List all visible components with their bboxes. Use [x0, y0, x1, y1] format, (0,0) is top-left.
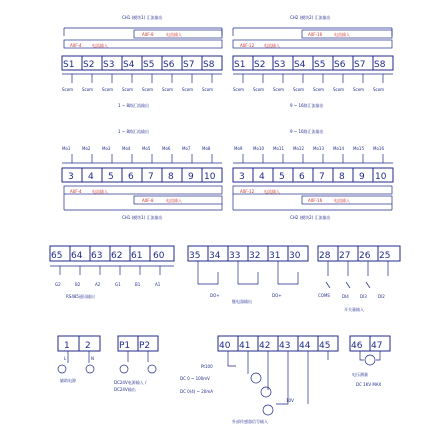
svg-text:电流输入: 电流输入: [166, 32, 182, 37]
svg-text:Scom: Scom: [353, 87, 365, 92]
svg-text:A0F-8: A0F-8: [142, 198, 154, 203]
svg-text:43: 43: [279, 341, 291, 351]
svg-text:A1: A1: [155, 282, 161, 287]
terminal: [314, 56, 333, 70]
svg-text:S8: S8: [203, 60, 215, 70]
terminal: [163, 56, 182, 70]
svg-text:5: 5: [108, 172, 114, 182]
ch2-num-terminal-strip: [233, 168, 393, 182]
svg-text:32: 32: [249, 251, 261, 261]
svg-text:60: 60: [153, 251, 165, 261]
svg-text:Scom: Scom: [122, 87, 134, 92]
svg-text:A0F-16: A0F-16: [308, 198, 323, 203]
svg-text:Scom: Scom: [142, 87, 154, 92]
svg-text:Mo8: Mo8: [202, 146, 211, 151]
terminal: [143, 56, 162, 70]
svg-text:Mo7: Mo7: [182, 146, 191, 151]
svg-text:Scom: Scom: [333, 87, 345, 92]
svg-text:电流输入: 电流输入: [92, 43, 108, 48]
svg-text:Mo11: Mo11: [273, 146, 284, 151]
ch1-range-label: 1 ~ 8路汇流输出: [118, 103, 149, 108]
svg-text:DO+: DO+: [272, 293, 282, 298]
svg-text:25: 25: [379, 251, 391, 261]
svg-text:Mo4: Mo4: [122, 146, 131, 151]
aux-power-label: 辅助电源: [60, 378, 76, 383]
svg-text:Mo10: Mo10: [253, 146, 264, 151]
ch1-module-f4: A0F-4: [70, 43, 82, 48]
svg-text:Scom: Scom: [62, 87, 74, 92]
svg-text:P2: P2: [139, 341, 151, 351]
terminal: [374, 60, 386, 70]
terminal: [183, 56, 202, 70]
ma-meter-icon: [261, 387, 271, 397]
voltage-range: DC 1KV MAX: [356, 382, 382, 387]
svg-text:S2: S2: [254, 60, 266, 70]
terminal: [294, 56, 313, 70]
relay-label: 继电器输出: [232, 299, 252, 304]
svg-text:Pt100: Pt100: [201, 364, 213, 369]
svg-text:DI4: DI4: [342, 294, 349, 299]
svg-text:N: N: [91, 356, 94, 361]
svg-text:DI2: DI2: [378, 294, 385, 299]
svg-text:S5: S5: [314, 60, 326, 70]
svg-text:6: 6: [128, 172, 134, 182]
svg-text:47: 47: [371, 341, 383, 351]
svg-text:S1: S1: [63, 60, 75, 70]
svg-text:Mo2: Mo2: [82, 146, 91, 151]
svg-text:28: 28: [319, 251, 331, 261]
svg-text:Scom: Scom: [253, 87, 265, 92]
svg-text:9 ~ 16路汇流输出: 9 ~ 16路汇流输出: [290, 129, 324, 134]
relay-section: [188, 246, 308, 304]
svg-text:L: L: [64, 356, 67, 361]
svg-text:DC 0 ~ 100mV: DC 0 ~ 100mV: [180, 376, 210, 381]
svg-text:6: 6: [299, 172, 305, 182]
dc24-label-a: DC24V电源输入 /: [114, 380, 147, 385]
aux-power-section: [58, 336, 100, 383]
voltage-label: 电压测量: [352, 372, 368, 377]
terminal: [334, 56, 353, 70]
svg-text:31: 31: [269, 251, 281, 261]
svg-text:44: 44: [299, 341, 311, 351]
terminal: [203, 60, 215, 70]
svg-text:35: 35: [189, 251, 201, 261]
svg-text:S3: S3: [274, 60, 286, 70]
voltage-section: [350, 336, 390, 387]
svg-text:Scom: Scom: [102, 87, 114, 92]
svg-text:S2: S2: [83, 60, 95, 70]
svg-text:Scom: Scom: [82, 87, 94, 92]
svg-text:8: 8: [339, 172, 345, 182]
ch1-top-section: [62, 14, 222, 108]
svg-text:电流输入: 电流输入: [264, 189, 280, 194]
svg-text:5: 5: [279, 172, 285, 182]
svg-text:Scom: Scom: [313, 87, 325, 92]
svg-text:4: 4: [259, 172, 265, 182]
ch2-bottom-header: CH2 (模块2) 汇流输出: [290, 215, 331, 220]
ch2-module-16: A0F-16: [308, 32, 323, 37]
svg-text:S6: S6: [163, 60, 175, 70]
ch2-bottom-section: [233, 128, 393, 220]
svg-text:Mo13: Mo13: [313, 146, 324, 151]
svg-text:G1: G1: [115, 282, 121, 287]
ch1-header: CH1 (模块1) 汇流输出: [122, 15, 163, 20]
ch2-scom-ticks: [243, 74, 383, 83]
svg-text:46: 46: [351, 341, 363, 351]
ch1-bottom-header: CH1 (模块1) 汇流输出: [122, 215, 163, 220]
digital-input-label: 开关量输入: [344, 307, 364, 312]
ch2-s-terminal-strip: [233, 56, 393, 70]
dc24-section: [114, 336, 158, 392]
rs485-label: RS485通讯输出: [66, 294, 95, 299]
terminal: [83, 56, 102, 70]
svg-text:S1: S1: [234, 60, 246, 70]
ch2-range-label: 9 ~ 16路汇流输出: [290, 103, 324, 108]
svg-text:9: 9: [188, 172, 194, 182]
dc24-label-b: DC24V输出: [114, 387, 136, 392]
svg-text:2: 2: [85, 341, 91, 351]
svg-text:40: 40: [219, 341, 231, 351]
ch2-scom-labels: [233, 87, 384, 92]
svg-text:电流输入: 电流输入: [166, 198, 182, 203]
svg-text:41: 41: [239, 341, 251, 351]
svg-text:Mo6: Mo6: [162, 146, 171, 151]
ch2-mo-labels: [234, 146, 384, 151]
svg-text:Mo15: Mo15: [353, 146, 364, 151]
svg-text:DO+: DO+: [210, 293, 220, 298]
ch1-mo-labels: [62, 146, 211, 151]
voltage-meter-icon: [365, 355, 375, 365]
ch2-mo-ticks: [243, 154, 383, 163]
svg-text:Scom: Scom: [202, 87, 214, 92]
svg-text:S8: S8: [374, 60, 386, 70]
sensor-section: [180, 336, 338, 424]
terminal: [234, 56, 253, 70]
svg-text:33: 33: [229, 251, 241, 261]
ch1-s-terminal-strip: [62, 56, 222, 70]
voltmeter-icon: [263, 405, 273, 415]
mv-meter-icon: [251, 373, 261, 383]
svg-text:3: 3: [239, 172, 245, 182]
svg-text:B2: B2: [75, 282, 81, 287]
ch1-bottom-section: [62, 128, 222, 220]
svg-text:3: 3: [68, 172, 74, 182]
ch1-scom-labels: [62, 87, 213, 92]
svg-text:Scom: Scom: [162, 87, 174, 92]
svg-text:45: 45: [319, 341, 331, 351]
terminal: [274, 56, 293, 70]
svg-text:27: 27: [339, 251, 351, 261]
terminal: [63, 56, 82, 70]
svg-text:Mo3: Mo3: [102, 146, 111, 151]
svg-text:S3: S3: [103, 60, 115, 70]
digital-input-section: [318, 246, 400, 312]
ch2-header: CH2 (模块2) 汇流输出: [290, 15, 331, 20]
svg-text:63: 63: [91, 251, 103, 261]
svg-text:Scom: Scom: [373, 87, 385, 92]
svg-text:42: 42: [259, 341, 271, 351]
svg-text:1: 1: [64, 341, 70, 351]
svg-text:S7: S7: [183, 60, 195, 70]
svg-text:61: 61: [131, 251, 143, 261]
svg-text:10: 10: [204, 172, 216, 182]
svg-text:4: 4: [88, 172, 94, 182]
rs485-section: [50, 246, 174, 299]
ch1-scom-ticks: [72, 74, 212, 83]
svg-text:7: 7: [148, 172, 154, 182]
ch2-top-section: [233, 14, 393, 108]
svg-text:Scom: Scom: [233, 87, 245, 92]
svg-text:64: 64: [71, 251, 83, 261]
svg-text:8: 8: [168, 172, 174, 182]
terminal: [103, 56, 122, 70]
svg-text:P1: P1: [119, 341, 131, 351]
svg-text:S7: S7: [354, 60, 366, 70]
terminal: [354, 56, 373, 70]
terminal: [254, 56, 273, 70]
svg-text:Mo14: Mo14: [333, 146, 344, 151]
svg-text:1 ~ 8路汇流输出: 1 ~ 8路汇流输出: [118, 129, 149, 134]
svg-text:34: 34: [209, 251, 221, 261]
svg-text:9: 9: [359, 172, 365, 182]
svg-text:S4: S4: [294, 60, 306, 70]
svg-text:S5: S5: [143, 60, 155, 70]
terminal: [123, 56, 142, 70]
svg-text:10V: 10V: [286, 398, 294, 403]
svg-text:Mo5: Mo5: [142, 146, 151, 151]
svg-text:A0F-12: A0F-12: [240, 189, 255, 194]
svg-text:S6: S6: [334, 60, 346, 70]
svg-text:B1: B1: [135, 282, 141, 287]
svg-text:10: 10: [375, 172, 387, 182]
svg-text:S4: S4: [123, 60, 135, 70]
sensor-label: 外部传感器信号输入: [232, 419, 268, 424]
svg-text:Mo1: Mo1: [62, 146, 71, 151]
svg-text:30: 30: [289, 251, 301, 261]
svg-text:65: 65: [51, 251, 63, 261]
svg-text:62: 62: [111, 251, 123, 261]
ch2-module-12: A0F-12: [240, 43, 255, 48]
ch1-mo-ticks: [72, 154, 212, 163]
svg-text:7: 7: [319, 172, 325, 182]
svg-text:G2: G2: [55, 282, 61, 287]
svg-text:A0F-4: A0F-4: [70, 189, 82, 194]
svg-text:A2: A2: [95, 282, 101, 287]
svg-text:DI3: DI3: [360, 294, 367, 299]
svg-text:电流输入: 电流输入: [334, 198, 350, 203]
svg-text:Scom: Scom: [273, 87, 285, 92]
ch1-num-terminal-strip: [62, 168, 222, 182]
svg-text:Scom: Scom: [182, 87, 194, 92]
svg-text:Mo16: Mo16: [373, 146, 384, 151]
svg-text:DC 0(4) ~ 20mA: DC 0(4) ~ 20mA: [180, 389, 213, 394]
svg-text:电流输入: 电流输入: [264, 43, 280, 48]
svg-text:COMS: COMS: [318, 293, 330, 298]
svg-text:Scom: Scom: [293, 87, 305, 92]
svg-text:电流输入: 电流输入: [92, 189, 108, 194]
ch1-module-f8: A0F-8: [142, 32, 154, 37]
svg-text:Mo9: Mo9: [234, 146, 243, 151]
svg-text:Mo12: Mo12: [293, 146, 304, 151]
svg-text:26: 26: [359, 251, 371, 261]
svg-text:电流输入: 电流输入: [334, 32, 350, 37]
